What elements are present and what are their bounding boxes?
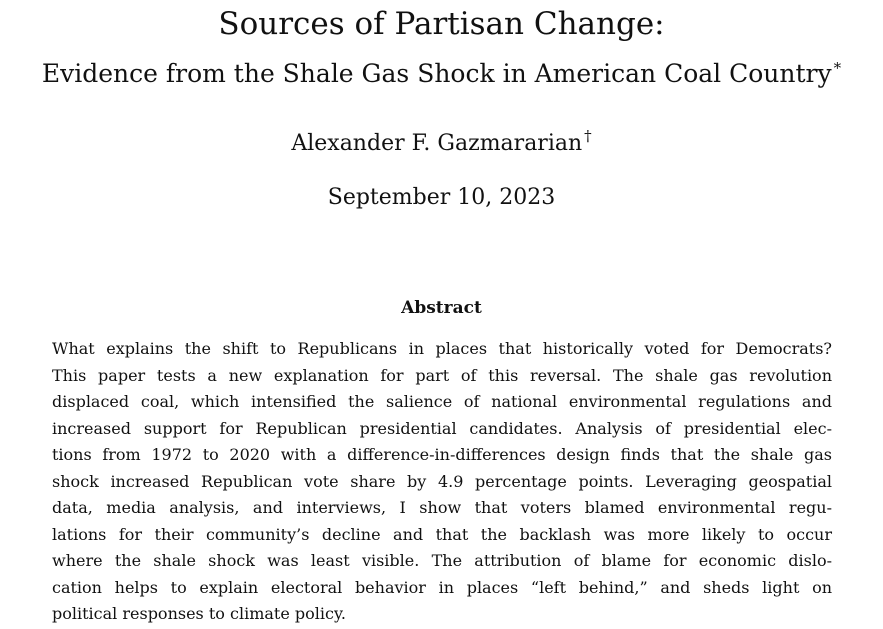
abstract-heading: Abstract [401, 298, 482, 318]
abstract-line: shock increased Republican vote share by 4.9 percentage points. Leveraging geospatial [52, 471, 832, 491]
paper-title-line-2 [0, 56, 883, 92]
abstract-line: displaced coal, which intensified the salience of national environmental regulations and [52, 392, 832, 411]
title-footnote-marker[interactable]: * [833, 59, 842, 77]
abstract-line: This paper tests a new explanation for part of this reversal. The shale gas revolution [52, 365, 832, 385]
abstract-line: increased support for Republican presidential candidates. Analysis of presidential elec- [52, 418, 832, 438]
abstract-line: cation helps to explain electoral behavior in places “left behind,” and sheds light on [52, 577, 832, 597]
abstract-line: lations for their community’s decline and that the backlash was more likely to occur [52, 524, 832, 544]
abstract-line: data, media analysis, and interviews, I show that voters blamed environmental regu- [52, 498, 832, 517]
abstract-line: where the shale shock was least visible. The attribution of blame for economic dislo- [52, 551, 832, 570]
author-line [0, 128, 883, 160]
abstract-body [52, 336, 832, 628]
paper-title-line-1 [0, 4, 883, 44]
abstract-line: tions from 1972 to 2020 with a difference-in-differences design finds that the shale gas [52, 445, 832, 464]
author-name: Alexander F. Gazmararian [291, 131, 583, 156]
abstract-line: What explains the shift to Republicans in places that historically voted for Democrats? [52, 339, 832, 358]
author-footnote-marker[interactable]: † [584, 127, 592, 145]
title-text-1: Sources of Partisan Change: [218, 6, 665, 42]
publication-date: September 10, 2023 [327, 185, 556, 210]
title-text-2: Evidence from the Shale Gas Shock in American Coal Country [41, 59, 832, 88]
abstract-line: political responses to climate policy. [52, 604, 346, 623]
